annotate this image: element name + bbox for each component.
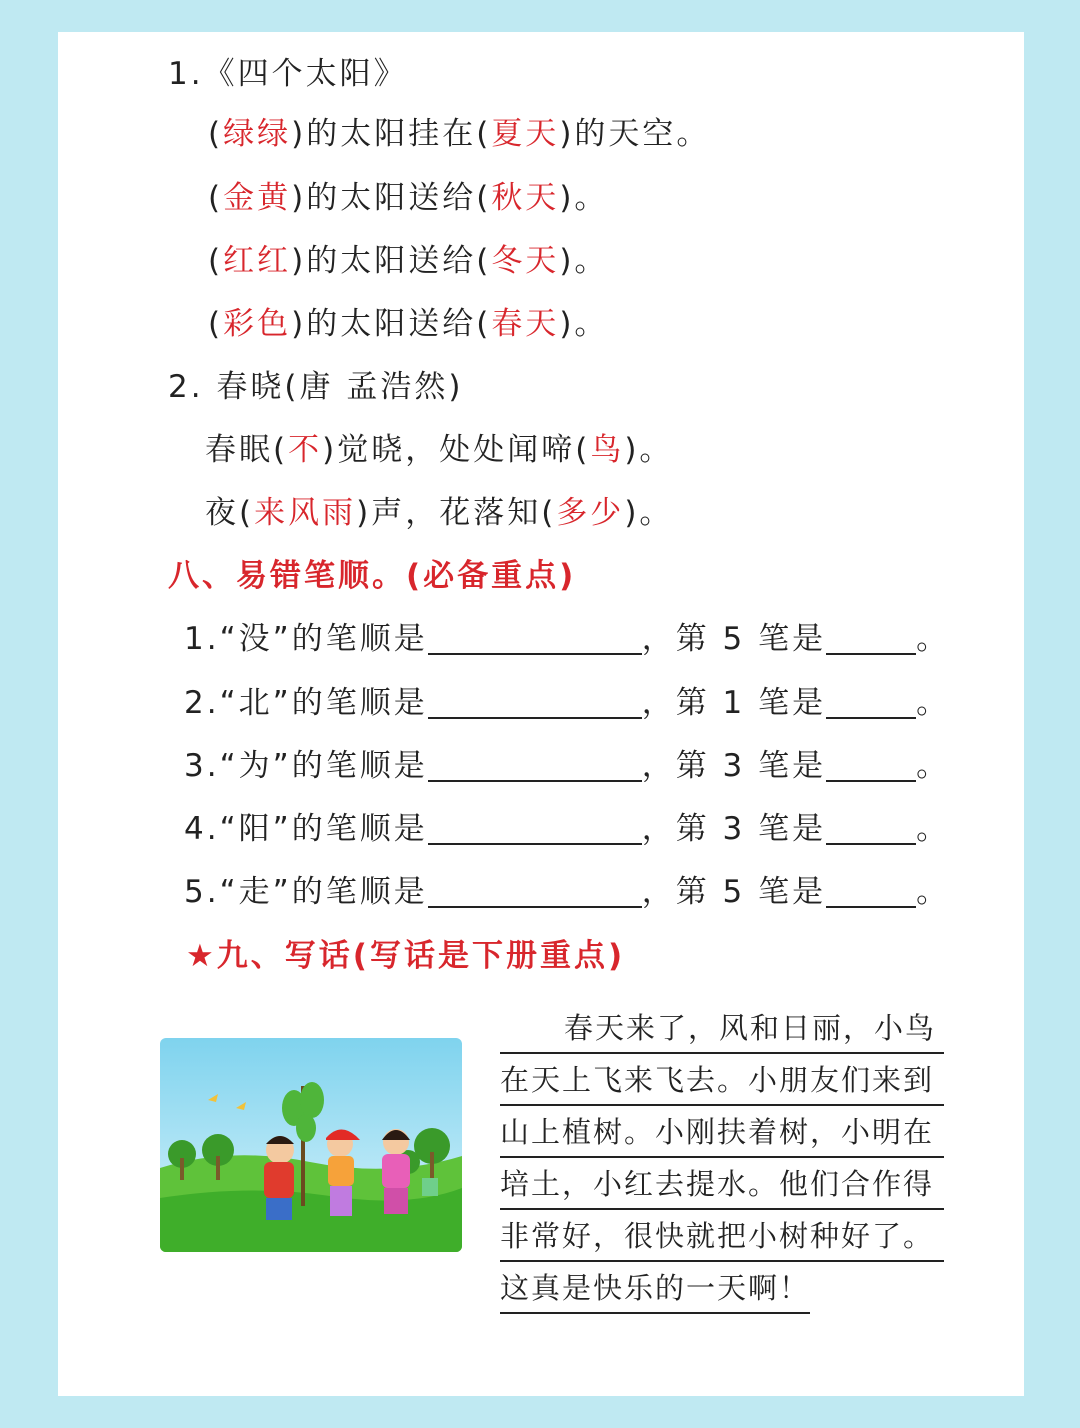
story-line: 非常好，很快就把小树种好了。 <box>500 1210 944 1262</box>
story-line: 培土，小红去提水。他们合作得 <box>500 1158 944 1210</box>
section9-heading: ★九、写话(写话是下册重点) <box>186 938 626 974</box>
answer-blank[interactable] <box>428 750 642 782</box>
writing-story <box>500 1002 944 1314</box>
answer-blank[interactable] <box>826 876 916 908</box>
answer-blank[interactable] <box>826 750 916 782</box>
poem1-line-3: (红红)的太阳送给(冬天)。 <box>208 243 609 279</box>
section8-heading: 八、易错笔顺。(必备重点) <box>168 558 577 594</box>
answer-blank[interactable] <box>826 687 916 719</box>
poem2-line-1: 春眠(不)觉晓，处处闻啼(鸟)。 <box>205 432 674 468</box>
poem2-line-2: 夜(来风雨)声，花落知(多少)。 <box>205 495 674 531</box>
story-line: 春天来了，风和日丽，小鸟 <box>500 1002 944 1054</box>
answer-blank[interactable] <box>826 813 916 845</box>
poem2-title: 2. 春晓(唐 孟浩然) <box>168 369 464 405</box>
answer-blank[interactable] <box>428 687 642 719</box>
poem1-title: 1.《四个太阳》 <box>168 56 408 92</box>
poem1-line-4: (彩色)的太阳送给(春天)。 <box>208 306 609 342</box>
answer-blank[interactable] <box>826 623 916 655</box>
poem1-line-1: (绿绿)的太阳挂在(夏天)的天空。 <box>208 116 711 152</box>
tree-planting-illustration <box>160 1038 462 1252</box>
stroke-item-1: 1.“没”的笔顺是 ，第 5 笔是 。 <box>184 621 951 657</box>
stroke-item-2: 2.“北”的笔顺是 ，第 1 笔是 。 <box>184 685 951 721</box>
answer-blank[interactable] <box>428 813 642 845</box>
answer-blank[interactable] <box>428 876 642 908</box>
stroke-item-3: 3.“为”的笔顺是 ，第 3 笔是 。 <box>184 748 951 784</box>
story-line: 这真是快乐的一天啊！ <box>500 1262 810 1314</box>
stroke-item-5: 5.“走”的笔顺是 ，第 5 笔是 。 <box>184 874 951 910</box>
story-line: 在天上飞来飞去。小朋友们来到 <box>500 1054 944 1106</box>
answer-blank[interactable] <box>428 623 642 655</box>
poem1-line-2: (金黄)的太阳送给(秋天)。 <box>208 180 609 216</box>
stroke-item-4: 4.“阳”的笔顺是 ，第 3 笔是 。 <box>184 811 951 847</box>
story-line: 山上植树。小刚扶着树，小明在 <box>500 1106 944 1158</box>
